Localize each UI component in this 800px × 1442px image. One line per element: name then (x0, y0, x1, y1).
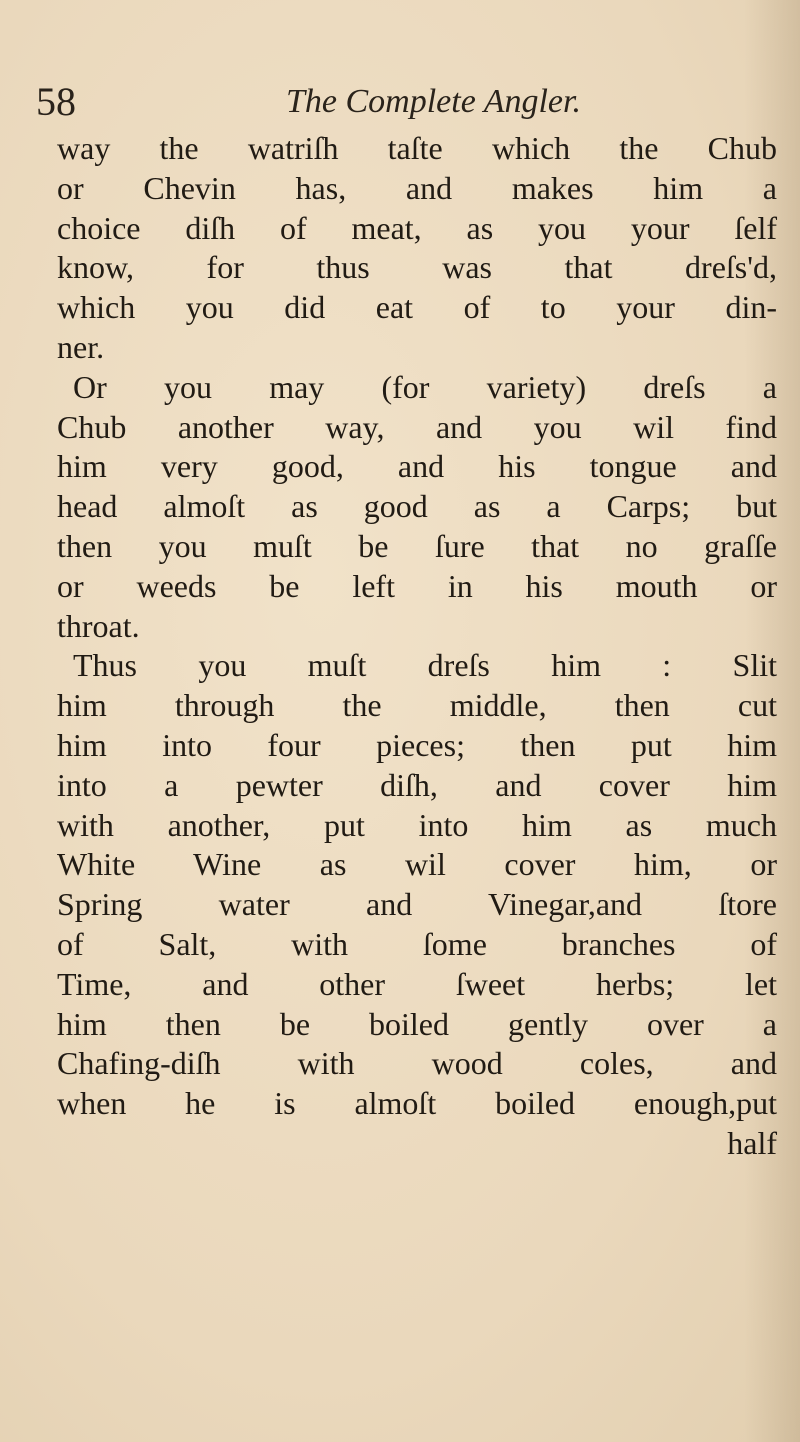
text-line: then you muſt be ſure that no graſſe (57, 527, 777, 564)
text-line: Spring water and Vinegar,and ſtore (57, 886, 777, 923)
text-line: Chafing-diſh with wood coles, and (57, 1045, 777, 1082)
catchword: half (727, 1124, 777, 1161)
text-line: Or you may (for variety) dreſs a (73, 368, 777, 405)
page-header (36, 78, 756, 126)
text-line: Thus you muſt dreſs him : Slit (73, 647, 777, 684)
text-line: him into four pieces; then put him (57, 726, 777, 763)
text-line: of Salt, with ſome branches of (57, 925, 777, 962)
text-line: ner. (57, 328, 105, 365)
text-line: Time, and other ſweet herbs; let (57, 965, 777, 1002)
text-line: Chub another way, and you wil find (57, 408, 777, 445)
text-line: throat. (57, 607, 140, 644)
text-line: when he is almoſt boiled enough,put (57, 1085, 777, 1122)
running-title: The Complete Angler. (286, 83, 581, 120)
text-line: which you did eat of to your din- (57, 289, 777, 326)
text-line: or Chevin has, and makes him a (57, 169, 777, 206)
text-line: know, for thus was that dreſs'd, (57, 249, 777, 286)
text-line: choice diſh of meat, as you your ſelf (57, 209, 777, 246)
text-line: into a pewter diſh, and cover him (57, 766, 777, 803)
text-line: him through the middle, then cut (57, 687, 777, 724)
text-line: him then be boiled gently over a (57, 1005, 777, 1042)
text-line: White Wine as wil cover him, or (57, 846, 777, 883)
page-number: 58 (36, 79, 76, 124)
text-line: or weeds be left in his mouth or (57, 567, 777, 604)
body-text (57, 129, 777, 1164)
text-line: with another, put into him as much (57, 806, 777, 843)
text-line: head almoſt as good as a Carps; but (57, 488, 777, 525)
text-line: him very good, and his tongue and (57, 448, 777, 485)
text-line: way the watriſh taſte which the Chub (57, 130, 777, 166)
